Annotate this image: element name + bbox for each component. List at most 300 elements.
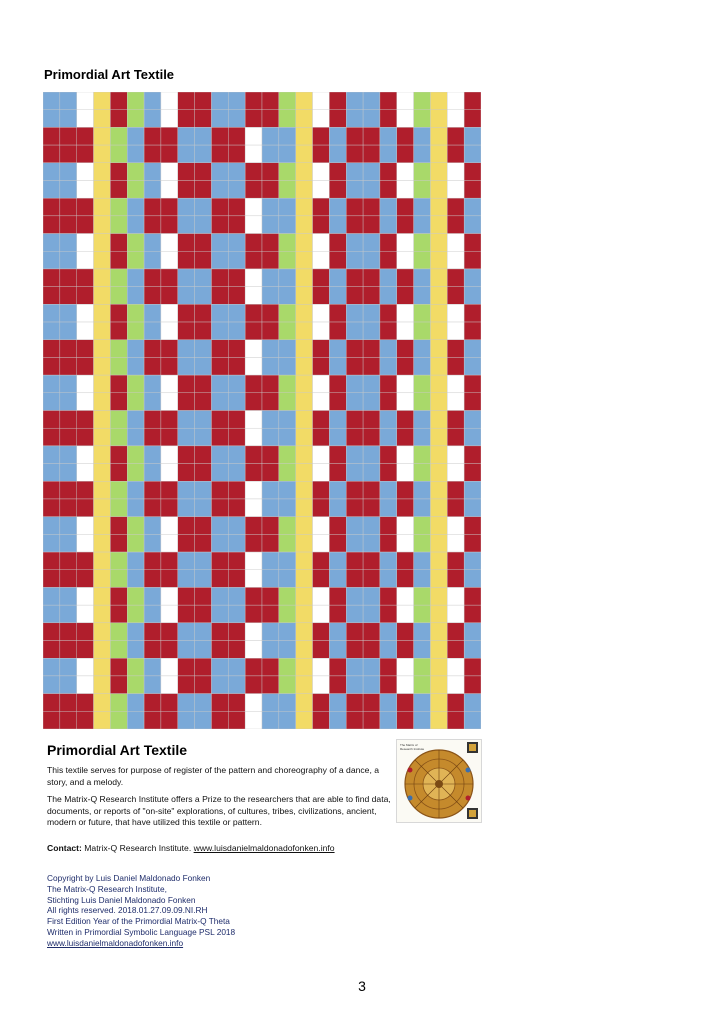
textile-cell — [110, 570, 127, 588]
textile-cell — [195, 110, 212, 128]
textile-cell — [296, 198, 313, 216]
textile-cell — [262, 234, 279, 252]
textile-cell — [195, 641, 212, 659]
textile-cell — [43, 110, 60, 128]
textile-cell — [447, 587, 464, 605]
textile-cell — [178, 357, 195, 375]
textile-cell — [161, 251, 178, 269]
textile-cell — [296, 587, 313, 605]
textile-cell — [313, 711, 330, 729]
textile-cell — [262, 357, 279, 375]
textile-cell — [380, 499, 397, 517]
textile-cell — [397, 287, 414, 305]
textile-cell — [94, 534, 111, 552]
textile-cell — [94, 269, 111, 287]
textile-cell — [363, 552, 380, 570]
textile-cell — [127, 587, 144, 605]
copyright-line: The Matrix-Q Research Institute, — [47, 883, 167, 894]
textile-cell — [245, 357, 262, 375]
textile-cell — [430, 641, 447, 659]
textile-cell — [161, 694, 178, 712]
textile-cell — [43, 446, 60, 464]
textile-cell — [161, 517, 178, 535]
textile-cell — [110, 340, 127, 358]
textile-cell — [178, 110, 195, 128]
textile-cell — [60, 145, 77, 163]
textile-cell — [262, 304, 279, 322]
textile-cell — [414, 163, 431, 181]
textile-cell — [262, 605, 279, 623]
textile-cell — [279, 481, 296, 499]
textile-cell — [144, 163, 161, 181]
textile-cell — [380, 340, 397, 358]
textile-cell — [447, 552, 464, 570]
textile-cell — [161, 163, 178, 181]
textile-cell — [211, 127, 228, 145]
contact-link[interactable]: www.luisdanielmaldonadofonken.info — [193, 843, 335, 853]
textile-cell — [43, 499, 60, 517]
textile-cell — [447, 110, 464, 128]
textile-cell — [211, 163, 228, 181]
textile-cell — [245, 322, 262, 340]
textile-cell — [110, 481, 127, 499]
textile-cell — [279, 605, 296, 623]
textile-cell — [313, 322, 330, 340]
textile-cell — [43, 163, 60, 181]
textile-cell — [245, 552, 262, 570]
textile-cell — [447, 269, 464, 287]
textile-cell — [262, 694, 279, 712]
textile-cell — [447, 711, 464, 729]
textile-cell — [262, 552, 279, 570]
textile-cell — [464, 534, 481, 552]
textile-cell — [77, 287, 94, 305]
textile-cell — [329, 517, 346, 535]
textile-cell — [279, 570, 296, 588]
textile-cell — [329, 92, 346, 110]
textile-cell — [363, 92, 380, 110]
textile-cell — [329, 304, 346, 322]
textile-cell — [161, 711, 178, 729]
textile-cell — [43, 287, 60, 305]
textile-cell — [313, 393, 330, 411]
textile-cell — [313, 623, 330, 641]
textile-cell — [262, 287, 279, 305]
textile-cell — [363, 375, 380, 393]
textile-cell — [60, 357, 77, 375]
textile-cell — [329, 287, 346, 305]
textile-cell — [430, 428, 447, 446]
textile-cell — [161, 481, 178, 499]
textile-cell — [464, 340, 481, 358]
textile-cell — [380, 623, 397, 641]
textile-cell — [380, 411, 397, 429]
copyright-link[interactable]: www.luisdanielmaldonadofonken.info — [47, 937, 184, 948]
textile-cell — [464, 375, 481, 393]
textile-cell — [430, 711, 447, 729]
textile-cell — [110, 234, 127, 252]
textile-cell — [464, 570, 481, 588]
textile-cell — [110, 110, 127, 128]
textile-cell — [447, 499, 464, 517]
textile-cell — [296, 428, 313, 446]
textile-cell — [296, 357, 313, 375]
textile-cell — [245, 623, 262, 641]
textile-cell — [464, 163, 481, 181]
textile-cell — [161, 641, 178, 659]
textile-cell — [414, 534, 431, 552]
textile-cell — [397, 517, 414, 535]
poster-title-line-1: The Matrix of — [400, 743, 418, 747]
textile-cell — [228, 464, 245, 482]
textile-cell — [195, 411, 212, 429]
textile-cell — [380, 322, 397, 340]
textile-cell — [178, 411, 195, 429]
textile-cell — [380, 711, 397, 729]
textile-cell — [60, 623, 77, 641]
textile-cell — [60, 676, 77, 694]
textile-cell — [94, 92, 111, 110]
textile-cell — [211, 428, 228, 446]
textile-cell — [178, 658, 195, 676]
textile-cell — [110, 623, 127, 641]
textile-cell — [245, 517, 262, 535]
textile-cell — [397, 587, 414, 605]
textile-cell — [414, 110, 431, 128]
textile-cell — [94, 180, 111, 198]
textile-cell — [414, 269, 431, 287]
textile-cell — [178, 694, 195, 712]
textile-cell — [161, 605, 178, 623]
textile-cell — [346, 216, 363, 234]
textile-cell — [94, 464, 111, 482]
textile-cell — [178, 605, 195, 623]
textile-cell — [178, 552, 195, 570]
textile-cell — [245, 534, 262, 552]
textile-cell — [262, 517, 279, 535]
textile-cell — [414, 499, 431, 517]
textile-cell — [346, 304, 363, 322]
textile-cell — [380, 110, 397, 128]
textile-cell — [195, 570, 212, 588]
textile-cell — [144, 534, 161, 552]
textile-cell — [397, 198, 414, 216]
textile-cell — [313, 163, 330, 181]
textile-cell — [464, 587, 481, 605]
textile-cell — [430, 499, 447, 517]
textile-cell — [296, 322, 313, 340]
textile-cell — [178, 251, 195, 269]
textile-cell — [77, 234, 94, 252]
textile-cell — [346, 393, 363, 411]
textile-cell — [414, 623, 431, 641]
textile-cell — [178, 163, 195, 181]
textile-cell — [414, 357, 431, 375]
textile-cell — [363, 287, 380, 305]
textile-cell — [346, 357, 363, 375]
textile-cell — [262, 711, 279, 729]
poster-thumbnail — [396, 739, 482, 823]
textile-cell — [43, 517, 60, 535]
textile-cell — [346, 641, 363, 659]
textile-cell — [380, 92, 397, 110]
textile-cell — [144, 234, 161, 252]
textile-cell — [346, 375, 363, 393]
textile-cell — [211, 198, 228, 216]
textile-cell — [296, 375, 313, 393]
textile-cell — [430, 552, 447, 570]
textile-cell — [77, 570, 94, 588]
textile-cell — [464, 198, 481, 216]
textile-cell — [127, 269, 144, 287]
textile-cell — [313, 411, 330, 429]
textile-cell — [464, 711, 481, 729]
textile-cell — [430, 623, 447, 641]
textile-cell — [363, 269, 380, 287]
copyright-line: All rights reserved. 2018.01.27.09.09.NI.RH — [47, 905, 208, 916]
textile-cell — [296, 534, 313, 552]
textile-cell — [178, 428, 195, 446]
textile-cell — [60, 499, 77, 517]
textile-cell — [279, 711, 296, 729]
textile-cell — [77, 180, 94, 198]
textile-cell — [94, 322, 111, 340]
textile-cell — [279, 552, 296, 570]
textile-cell — [43, 322, 60, 340]
textile-cell — [94, 499, 111, 517]
textile-cell — [127, 180, 144, 198]
textile-cell — [397, 694, 414, 712]
textile-cell — [414, 180, 431, 198]
textile-cell — [430, 251, 447, 269]
textile-cell — [296, 411, 313, 429]
textile-cell — [43, 145, 60, 163]
textile-cell — [94, 517, 111, 535]
textile-cell — [144, 287, 161, 305]
textile-cell — [77, 251, 94, 269]
textile-cell — [464, 127, 481, 145]
textile-cell — [178, 304, 195, 322]
textile-cell — [313, 694, 330, 712]
textile-cell — [346, 180, 363, 198]
textile-cell — [77, 676, 94, 694]
textile-cell — [161, 393, 178, 411]
textile-cell — [447, 145, 464, 163]
textile-cell — [43, 127, 60, 145]
textile-cell — [77, 499, 94, 517]
textile-cell — [346, 340, 363, 358]
textile-cell — [447, 216, 464, 234]
textile-cell — [447, 605, 464, 623]
textile-cell — [144, 110, 161, 128]
textile-cell — [346, 446, 363, 464]
textile-cell — [329, 676, 346, 694]
textile-cell — [397, 163, 414, 181]
textile-cell — [313, 216, 330, 234]
textile-cell — [414, 340, 431, 358]
textile-cell — [430, 694, 447, 712]
textile-cell — [363, 481, 380, 499]
textile-cell — [397, 605, 414, 623]
textile-cell — [313, 641, 330, 659]
textile-cell — [144, 411, 161, 429]
textile-cell — [60, 234, 77, 252]
textile-cell — [447, 127, 464, 145]
textile-cell — [60, 340, 77, 358]
textile-cell — [161, 587, 178, 605]
textile-cell — [430, 357, 447, 375]
textile-cell — [346, 464, 363, 482]
textile-cell — [397, 340, 414, 358]
textile-cell — [161, 145, 178, 163]
textile-cell — [430, 658, 447, 676]
textile-cell — [43, 658, 60, 676]
textile-cell — [127, 322, 144, 340]
textile-cell — [397, 428, 414, 446]
textile-cell — [127, 393, 144, 411]
textile-cell — [211, 234, 228, 252]
textile-cell — [279, 127, 296, 145]
textile-cell — [195, 92, 212, 110]
textile-cell — [296, 251, 313, 269]
textile-cell — [245, 711, 262, 729]
textile-cell — [94, 641, 111, 659]
textile-cell — [313, 251, 330, 269]
textile-cell — [279, 464, 296, 482]
textile-cell — [262, 110, 279, 128]
textile-cell — [363, 110, 380, 128]
textile-cell — [430, 269, 447, 287]
textile-cell — [464, 552, 481, 570]
textile-cell — [414, 322, 431, 340]
textile-cell — [430, 587, 447, 605]
textile-cell — [279, 92, 296, 110]
textile-cell — [296, 481, 313, 499]
textile-cell — [414, 234, 431, 252]
textile-cell — [178, 446, 195, 464]
textile-cell — [211, 180, 228, 198]
textile-cell — [245, 393, 262, 411]
textile-cell — [127, 127, 144, 145]
textile-cell — [77, 393, 94, 411]
textile-cell — [195, 711, 212, 729]
textile-cell — [296, 145, 313, 163]
textile-cell — [228, 641, 245, 659]
textile-cell — [313, 570, 330, 588]
textile-cell — [397, 552, 414, 570]
textile-cell — [211, 464, 228, 482]
textile-cell — [43, 180, 60, 198]
textile-cell — [110, 180, 127, 198]
textile-cell — [262, 623, 279, 641]
textile-cell — [144, 552, 161, 570]
textile-cell — [144, 570, 161, 588]
textile-cell — [363, 216, 380, 234]
textile-cell — [144, 180, 161, 198]
textile-cell — [279, 251, 296, 269]
textile-cell — [380, 127, 397, 145]
textile-cell — [195, 587, 212, 605]
textile-cell — [127, 552, 144, 570]
textile-cell — [279, 694, 296, 712]
textile-cell — [127, 517, 144, 535]
textile-cell — [127, 357, 144, 375]
textile-cell — [279, 375, 296, 393]
textile-cell — [228, 605, 245, 623]
textile-cell — [94, 587, 111, 605]
textile-cell — [313, 340, 330, 358]
textile-cell — [313, 605, 330, 623]
textile-cell — [313, 428, 330, 446]
textile-cell — [94, 411, 111, 429]
textile-cell — [211, 110, 228, 128]
textile-cell — [245, 428, 262, 446]
textile-cell — [228, 340, 245, 358]
textile-cell — [430, 322, 447, 340]
textile-cell — [94, 375, 111, 393]
textile-cell — [346, 145, 363, 163]
textile-cell — [245, 658, 262, 676]
textile-cell — [94, 234, 111, 252]
textile-cell — [144, 357, 161, 375]
textile-cell — [127, 163, 144, 181]
textile-cell — [195, 499, 212, 517]
textile-cell — [279, 322, 296, 340]
textile-cell — [279, 110, 296, 128]
textile-cell — [178, 269, 195, 287]
textile-cell — [161, 322, 178, 340]
textile-cell — [329, 322, 346, 340]
textile-cell — [228, 658, 245, 676]
textile-cell — [94, 552, 111, 570]
textile-cell — [127, 446, 144, 464]
textile-cell — [211, 605, 228, 623]
textile-cell — [397, 393, 414, 411]
textile-cell — [228, 251, 245, 269]
textile-cell — [245, 287, 262, 305]
textile-cell — [110, 269, 127, 287]
textile-cell — [43, 623, 60, 641]
textile-cell — [60, 552, 77, 570]
textile-cell — [161, 658, 178, 676]
textile-cell — [279, 304, 296, 322]
textile-cell — [144, 464, 161, 482]
copyright-block — [47, 873, 235, 949]
textile-cell — [178, 127, 195, 145]
textile-cell — [313, 517, 330, 535]
textile-cell — [313, 269, 330, 287]
textile-cell — [329, 623, 346, 641]
textile-cell — [228, 499, 245, 517]
textile-cell — [77, 127, 94, 145]
textile-cell — [127, 428, 144, 446]
textile-cell — [245, 216, 262, 234]
textile-cell — [464, 464, 481, 482]
textile-cell — [161, 269, 178, 287]
textile-cell — [363, 198, 380, 216]
textile-cell — [110, 216, 127, 234]
textile-cell — [380, 481, 397, 499]
textile-cell — [397, 658, 414, 676]
textile-cell — [228, 322, 245, 340]
textile-cell — [43, 375, 60, 393]
textile-cell — [296, 623, 313, 641]
textile-cell — [363, 570, 380, 588]
textile-cell — [178, 287, 195, 305]
textile-cell — [447, 287, 464, 305]
textile-cell — [430, 534, 447, 552]
textile-cell — [363, 517, 380, 535]
